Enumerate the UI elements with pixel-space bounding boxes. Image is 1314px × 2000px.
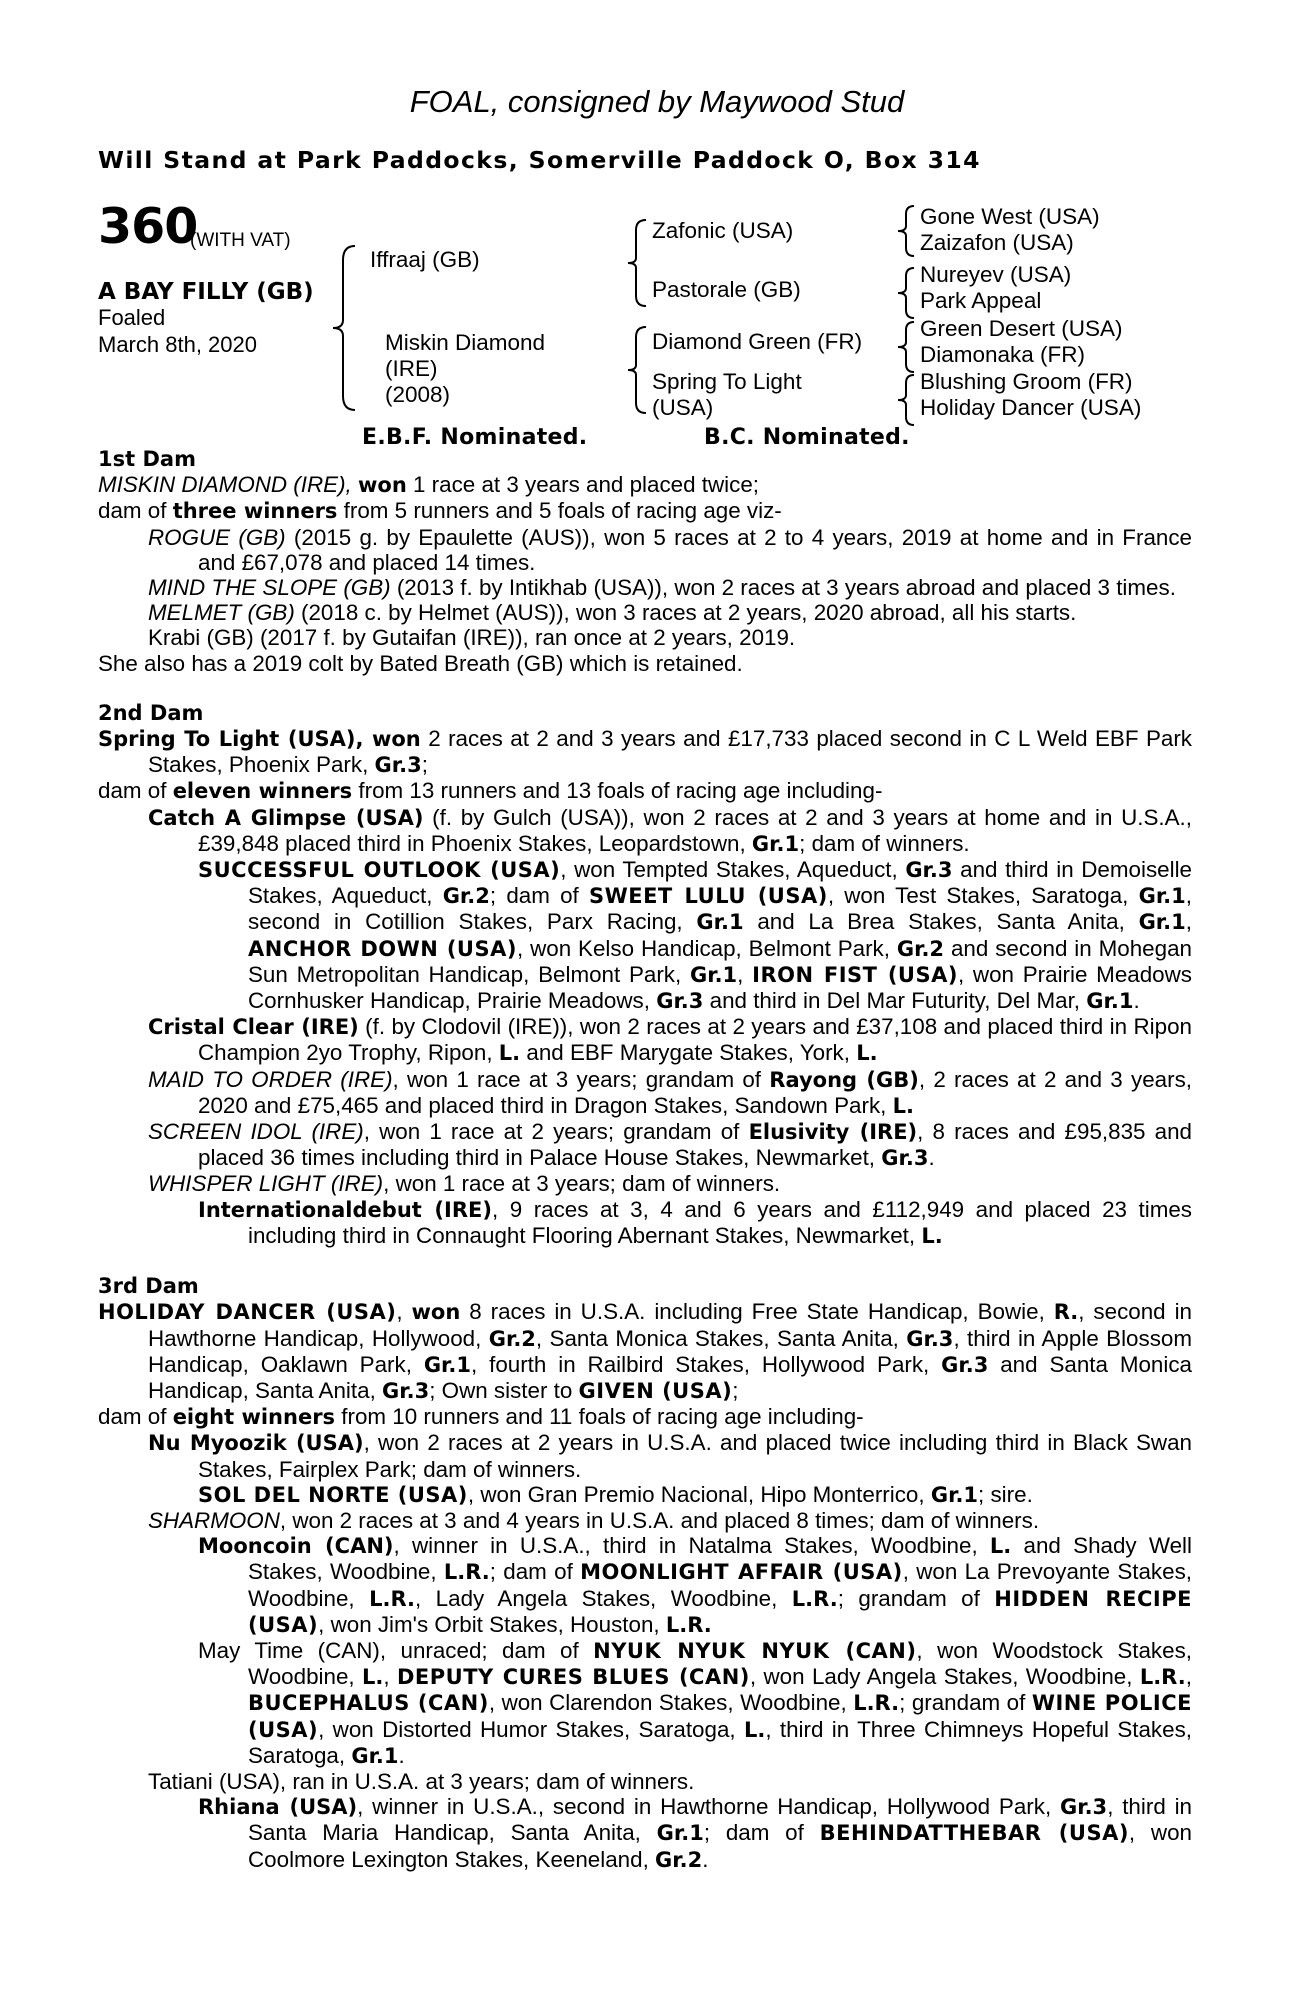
brace-dam-line <box>626 325 650 415</box>
pedigree-paragraph <box>98 651 1192 676</box>
dam-dam-name-line-1: Spring To Light <box>652 369 802 394</box>
text-segment: , won Distorted Humor Stakes, Saratoga, <box>318 1716 744 1742</box>
text-segment: WINE POLICE (USA) <box>248 1691 1192 1742</box>
g3-ancestor-4: Park Appeal <box>920 288 1042 313</box>
text-segment: (2013 f. by Intikhab (USA)), won 2 races at 3 years abroad and placed 3 times. <box>390 575 1176 601</box>
text-segment: 1 race at 3 years and placed twice; <box>406 472 760 498</box>
text-segment: WHISPER LIGHT (IRE) <box>148 1171 384 1197</box>
pedigree-paragraph <box>98 1119 1192 1171</box>
text-segment: Gr.1 <box>1138 884 1186 909</box>
pedigree-paragraph <box>98 1482 1192 1508</box>
text-segment: HOLIDAY DANCER (USA) <box>98 1300 397 1325</box>
text-segment: , 9 races at 3, 4 and 6 years and £112,949 and placed 23 times including third in Connaught Flooring Abernant Stakes, Newmarket, <box>248 1196 1193 1248</box>
text-segment: Tatiani (USA), ran in U.S.A. at 3 years; dam of winners. <box>148 1768 695 1794</box>
text-segment: Gr.1 <box>656 1821 704 1846</box>
pedigree-paragraph <box>98 575 1192 600</box>
text-segment: ; grandam of <box>899 1690 1032 1716</box>
sire-name: Iffraaj (GB) <box>370 247 480 272</box>
text-segment: (2018 c. by Helmet (AUS)), won 3 races at 2 years, 2020 abroad, all his starts. <box>294 600 1077 626</box>
text-segment: , third in Three Chimneys Hopeful Stakes, Saratoga, <box>248 1716 1193 1768</box>
text-segment: BEHINDATTHEBAR (USA) <box>819 1821 1129 1846</box>
text-segment: , 8 races and £95,835 and placed 36 times including third in Palace House Stakes, Newmarket, <box>198 1119 1192 1171</box>
text-segment: , winner in U.S.A., second in Hawthorne Handicap, Hollywood Park, <box>357 1794 1060 1820</box>
text-segment: , Santa Monica Stakes, Santa Anita, <box>535 1325 907 1351</box>
brace-g3-1 <box>896 204 918 258</box>
text-segment: Gr.3 <box>906 1326 954 1351</box>
text-segment: Gr.1 <box>751 831 800 856</box>
text-segment: MAID TO ORDER (IRE) <box>148 1066 393 1092</box>
text-segment: and third in Del Mar Futurity, Del Mar, <box>703 988 1087 1014</box>
text-segment: , won Coolmore Lexington Stakes, Keeneland, <box>248 1820 1192 1872</box>
text-segment: May Time (CAN), unraced; dam of <box>198 1637 594 1663</box>
text-segment: , won 1 race at 2 years; grandam of <box>363 1119 749 1145</box>
g3-ancestor-2: Zaizafon (USA) <box>920 230 1074 255</box>
text-segment: , Lady Angela Stakes, Woodbine, <box>415 1585 792 1611</box>
pedigree-paragraph <box>98 726 1192 778</box>
sire-dam-name: Pastorale (GB) <box>652 277 801 302</box>
ebf-nomination: E.B.F. Nominated. <box>362 425 588 450</box>
g3-ancestor-8: Holiday Dancer (USA) <box>920 395 1142 420</box>
text-segment: L.R. <box>443 1560 490 1585</box>
text-segment: Rayong (GB) <box>769 1067 919 1092</box>
text-segment: L.R. <box>665 1612 712 1637</box>
text-segment: , fourth in Railbird Stakes, Hollywood Park, <box>471 1351 942 1377</box>
text-segment: Gr.3 <box>881 1146 929 1171</box>
dam-name-line-1: Miskin Diamond <box>385 330 546 355</box>
text-segment: 8 races in U.S.A. including Free State Handicap, Bowie, <box>460 1299 1054 1325</box>
dam-name-line-2: (IRE) <box>385 356 438 381</box>
text-segment: , won Test Stakes, Saratoga, <box>827 883 1139 909</box>
dam-sire-name: Diamond Green (FR) <box>652 329 863 354</box>
text-segment: , won 2 races at 3 and 4 years in U.S.A. and placed 8 times; dam of winners. <box>279 1507 1040 1533</box>
text-segment: , 2 races at 2 and 3 years, 2020 and £75,465 and placed third in Dragon Stakes, Sandown Park, <box>198 1066 1192 1118</box>
pedigree-paragraph <box>98 857 1192 1014</box>
text-segment: and Santa Monica Handicap, Santa Anita, <box>148 1351 1192 1403</box>
bc-nomination: B.C. Nominated. <box>704 425 910 450</box>
text-segment: NYUK NYUK NYUK (CAN) <box>593 1638 917 1663</box>
text-segment: L. <box>362 1665 384 1690</box>
text-segment: ; dam of winners. <box>799 830 970 856</box>
text-segment: . <box>928 1145 935 1171</box>
text-segment: L. <box>892 1093 914 1118</box>
pedigree-paragraph <box>98 1508 1192 1533</box>
text-segment: L. <box>498 1041 521 1066</box>
text-segment: . <box>1133 988 1140 1014</box>
text-segment: Gr.1 <box>689 962 738 987</box>
pedigree-paragraph <box>98 805 1192 857</box>
pedigree-paragraph <box>98 525 1192 575</box>
text-segment: eleven winners <box>172 779 353 804</box>
text-segment: , won 2 races at 2 years in U.S.A. and placed twice including third in Black Swan Stakes, Fairplex Park; dam of winners. <box>198 1430 1192 1482</box>
text-segment: and Shady Well Stakes, Woodbine, <box>248 1533 1192 1585</box>
text-segment: ; <box>421 752 428 778</box>
text-segment: ; Own sister to <box>429 1377 579 1403</box>
third-dam-heading: 3rd Dam <box>98 1274 199 1299</box>
text-segment: IRON FIST (USA) <box>752 962 958 987</box>
pedigree-paragraph <box>98 1533 1192 1638</box>
sire-sire-name: Zafonic (USA) <box>652 218 794 243</box>
text-segment: SWEET LULU (USA) <box>588 884 828 909</box>
text-segment: three winners <box>172 499 338 524</box>
brace-g3-3 <box>896 320 918 374</box>
lot-number: 360 <box>98 198 198 255</box>
text-segment: MOONLIGHT AFFAIR (USA) <box>580 1560 903 1585</box>
foaled-date: March 8th, 2020 <box>98 332 257 357</box>
pedigree-paragraph <box>98 1404 1192 1430</box>
text-segment: GIVEN (USA) <box>578 1378 733 1403</box>
text-segment: MIND THE SLOPE (GB) <box>148 575 391 601</box>
catalogue-entry <box>98 447 1192 1873</box>
g3-ancestor-3: Nureyev (USA) <box>920 262 1072 287</box>
text-segment: , <box>396 1299 412 1325</box>
text-segment: HIDDEN RECIPE (USA) <box>248 1586 1192 1637</box>
text-segment: , <box>1185 909 1192 935</box>
text-segment: DEPUTY CURES BLUES (CAN) <box>397 1665 750 1690</box>
text-segment: Elusivity (IRE) <box>748 1120 918 1145</box>
text-segment: and EBF Marygate Stakes, York, <box>520 1040 857 1066</box>
text-segment: , won Kelso Handicap, Belmont Park, <box>516 935 897 961</box>
text-segment: , second in Hawthorne Handicap, Hollywood, <box>148 1299 1192 1351</box>
text-segment: Internationaldebut (IRE) <box>198 1197 492 1222</box>
text-segment: She also has a 2019 colt by Bated Breath (GB) which is retained. <box>98 650 743 676</box>
text-segment: , winner in U.S.A., third in Natalma Stakes, Woodbine, <box>393 1533 990 1559</box>
text-segment: Gr.1 <box>351 1743 399 1768</box>
g3-ancestor-5: Green Desert (USA) <box>920 316 1123 341</box>
text-segment: ANCHOR DOWN (USA) <box>248 936 517 961</box>
foaled-label: Foaled <box>98 305 166 330</box>
consignor-line: FOAL, consigned by Maywood Stud <box>409 84 905 119</box>
text-segment: , third in Santa Maria Handicap, Santa Anita, <box>248 1794 1192 1846</box>
lot-description: A BAY FILLY (GB) <box>98 279 314 305</box>
text-segment: Gr.2 <box>896 936 945 961</box>
text-segment: , won 1 race at 3 years; dam of winners. <box>383 1171 781 1197</box>
text-segment: Gr.3 <box>905 858 953 883</box>
text-segment: 2 races at 2 and 3 years and £17,733 placed second in C L Weld EBF Park Stakes, Phoenix Park, <box>148 726 1192 778</box>
pedigree-paragraph <box>98 1197 1192 1249</box>
text-segment: (f. by Gulch (USA)), won 2 races at 2 and 3 years at home and in U.S.A., £39,848 placed third in Phoenix Stakes, Leopardstown, <box>198 804 1192 856</box>
pedigree-paragraph <box>98 1769 1192 1794</box>
brace-generation-1 <box>331 244 361 412</box>
text-segment: , won Jim's Orbit Stakes, Houston, <box>318 1611 666 1637</box>
text-segment: L. <box>921 1223 943 1248</box>
text-segment: Gr.1 <box>1086 989 1134 1014</box>
text-segment: L.R. <box>1139 1665 1186 1690</box>
text-segment: Krabi (GB) (2017 f. by Gutaifan (IRE)), ran once at 2 years, 2019. <box>148 625 796 651</box>
pedigree-paragraph <box>98 1299 1192 1404</box>
foaled-info <box>98 304 257 358</box>
text-segment: , won Prairie Meadows Cornhusker Handicap, Prairie Meadows, <box>248 961 1192 1014</box>
pedigree-paragraph <box>98 1014 1192 1066</box>
text-segment: won <box>358 473 407 498</box>
text-segment: , won Clarendon Stakes, Woodbine, <box>488 1690 854 1716</box>
g3-ancestor-6: Diamonaka (FR) <box>920 342 1086 367</box>
pedigree-paragraph <box>98 1430 1192 1481</box>
text-segment: , won Gran Premio Nacional, Hipo Monterrico, <box>467 1481 931 1507</box>
text-segment: and second in Mohegan Sun Metropolitan Handicap, Belmont Park, <box>248 935 1192 987</box>
text-segment: Gr.1 <box>696 910 744 935</box>
vat-note: (WITH VAT) <box>190 230 291 251</box>
text-segment: (2015 g. by Epaulette (AUS)), won 5 races at 2 to 4 years, 2019 at home and in France and £67,078 and placed 14 times. <box>198 524 1192 575</box>
text-segment: BUCEPHALUS (CAN) <box>248 1691 489 1716</box>
text-segment: from 13 runners and 13 foals of racing age including- <box>352 778 883 804</box>
text-segment: L.R. <box>853 1691 900 1716</box>
text-segment: ; sire. <box>978 1481 1033 1507</box>
text-segment: SUCCESSFUL OUTLOOK (USA) <box>198 858 561 883</box>
text-segment: won <box>411 1300 461 1325</box>
text-segment: and La Brea Stakes, Santa Anita, <box>743 909 1139 935</box>
brace-g3-2 <box>896 266 918 320</box>
text-segment: Gr.2 <box>655 1847 703 1872</box>
brace-sire-line <box>626 218 650 308</box>
text-segment: Gr.1 <box>423 1352 472 1377</box>
text-segment: , <box>383 1664 397 1690</box>
text-segment: Gr.2 <box>488 1326 536 1351</box>
text-segment: Nu Myoozik (USA) <box>148 1431 364 1456</box>
stabling-location: Will Stand at Park Paddocks, Somerville Paddock O, Box 314 <box>98 146 981 174</box>
dam-dam-name-line-2: (USA) <box>652 395 714 420</box>
text-segment: Spring To Light (USA), won <box>98 727 421 752</box>
text-segment: Gr.1 <box>1138 910 1186 935</box>
text-segment: dam of <box>98 1404 173 1430</box>
text-segment: dam of <box>98 778 173 804</box>
second-dam-heading: 2nd Dam <box>98 700 204 725</box>
text-segment: L. <box>989 1534 1012 1559</box>
pedigree-paragraph <box>98 625 1192 650</box>
pedigree-paragraph <box>98 778 1192 804</box>
pedigree-paragraph <box>98 498 1192 524</box>
text-segment: SCREEN IDOL (IRE) <box>148 1119 364 1145</box>
text-segment: Rhiana (USA) <box>198 1795 358 1820</box>
text-segment: and third in Demoiselle Stakes, Aqueduct, <box>248 857 1192 909</box>
text-segment: Gr.3 <box>1059 1795 1108 1820</box>
text-segment: MELMET (GB) <box>148 600 295 626</box>
text-segment: Gr.3 <box>382 1378 430 1403</box>
text-segment: (f. by Clodovil (IRE)), won 2 races at 2 years and £37,108 and placed third in Ripon Champion 2yo Trophy, Ripon, <box>198 1014 1192 1066</box>
text-segment: MISKIN DIAMOND (IRE), <box>98 472 358 498</box>
pedigree-paragraph <box>98 1638 1192 1769</box>
pedigree-paragraph <box>98 1067 1192 1119</box>
brace-g3-4 <box>896 373 918 427</box>
text-segment: Cristal Clear (IRE) <box>148 1015 359 1040</box>
text-segment: Gr.2 <box>442 884 490 909</box>
first-dam-heading: 1st Dam <box>98 447 196 471</box>
text-segment: Gr.3 <box>941 1352 989 1377</box>
text-segment: L.R. <box>369 1586 415 1611</box>
text-segment: L. <box>856 1041 878 1066</box>
text-segment: , second in Cotillion Stakes, Parx Racing, <box>248 883 1193 935</box>
text-segment: , won 1 race at 3 years; grandam of <box>392 1066 770 1092</box>
text-segment: ; <box>732 1377 739 1403</box>
text-segment: SHARMOON <box>148 1507 280 1533</box>
text-segment: from 5 runners and 5 foals of racing age viz- <box>337 498 782 524</box>
pedigree-block <box>0 0 1314 460</box>
text-segment: Catch A Glimpse (USA) <box>148 805 424 830</box>
text-segment: , <box>1185 1664 1192 1690</box>
text-segment: . <box>702 1846 709 1872</box>
text-segment: from 10 runners and 11 foals of racing age including- <box>335 1404 864 1430</box>
text-segment: dam of <box>98 498 173 524</box>
text-segment: SOL DEL NORTE (USA) <box>198 1482 468 1507</box>
text-segment: Gr.3 <box>656 989 704 1014</box>
text-segment: Mooncoin (CAN) <box>198 1534 394 1559</box>
text-segment: , won Lady Angela Stakes, Woodbine, <box>749 1664 1140 1690</box>
text-segment: L.R. <box>791 1586 838 1611</box>
g3-ancestor-1: Gone West (USA) <box>920 204 1100 229</box>
text-segment: ; grandam of <box>837 1585 995 1611</box>
text-segment: ; dam of <box>703 1820 820 1846</box>
pedigree-paragraph <box>98 472 1192 498</box>
pedigree-paragraph <box>98 1794 1192 1873</box>
text-segment: eight winners <box>172 1405 336 1430</box>
text-segment: , third in Apple Blossom Handicap, Oaklawn Park, <box>148 1325 1192 1377</box>
text-segment: ROGUE (GB) <box>148 524 286 550</box>
pedigree-paragraph <box>98 1171 1192 1196</box>
text-segment: . <box>398 1742 405 1768</box>
pedigree-paragraph <box>98 600 1192 625</box>
text-segment: , <box>737 961 753 987</box>
text-segment: ; dam of <box>489 1559 581 1585</box>
text-segment: L. <box>743 1717 766 1742</box>
text-segment: R. <box>1053 1300 1079 1325</box>
g3-ancestor-7: Blushing Groom (FR) <box>920 369 1133 394</box>
text-segment: Gr.1 <box>930 1482 979 1507</box>
text-segment: , won Tempted Stakes, Aqueduct, <box>560 857 906 883</box>
text-segment: ; dam of <box>489 883 589 909</box>
text-segment: Gr.3 <box>374 753 422 778</box>
dam-foaling-year: (2008) <box>385 382 451 407</box>
text-segment: , won Woodstock Stakes, Woodbine, <box>248 1637 1192 1690</box>
text-segment: , won La Prevoyante Stakes, Woodbine, <box>248 1559 1192 1611</box>
